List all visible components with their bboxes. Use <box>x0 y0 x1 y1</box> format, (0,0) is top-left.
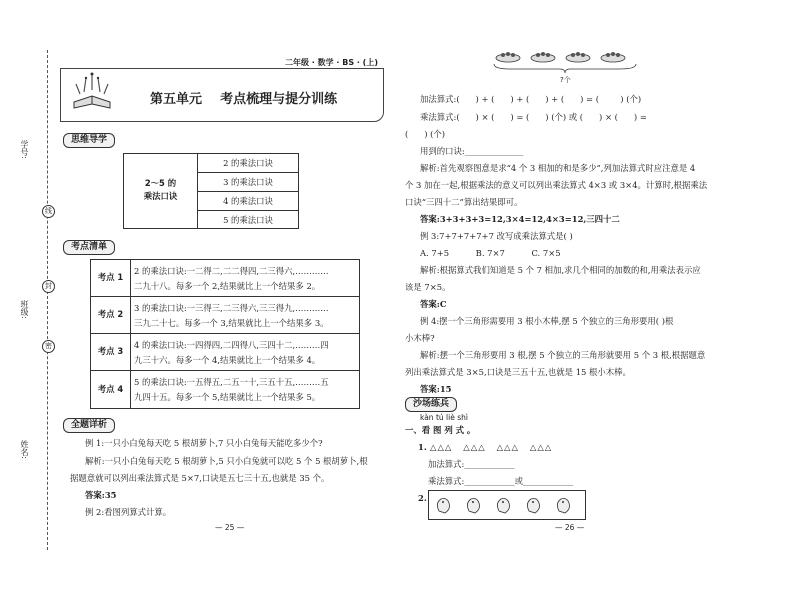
fill-line: 加法算式:( ) + ( ) + ( ) + ( ) = ( ) (个) <box>420 94 642 104</box>
mind-map-root: 2～5 的 乘法口诀 <box>143 178 178 201</box>
seal-mark-line: 线 <box>42 205 55 218</box>
brace-label: ?个 <box>560 76 571 84</box>
seal-mark-secret: 密 <box>42 340 55 353</box>
student-number-label: 学号: <box>20 140 29 159</box>
mind-map-branch: 4 的乘法口诀 <box>223 196 273 206</box>
checklist-line: 九四十五。每多一个 5,结果就比上一个结果多 5。 <box>134 392 321 402</box>
analysis-line: 该是 7×5。 <box>405 282 451 292</box>
examples-heading: 全题详析 <box>63 418 115 433</box>
example-line: 例 2:看图列算式计算。 <box>85 507 172 517</box>
analysis-line: 解析:摆一个三角形要用 3 根,摆 5 个独立的三角形就要用 5 个 3 根,根据题意 <box>420 350 706 360</box>
page-number-left: — 25 — <box>215 523 245 532</box>
checklist-line: 5 的乘法口诀:一五得五,二五一十,三五十五,………五 <box>134 377 329 387</box>
checklist-heading: 考点清单 <box>63 240 115 255</box>
analysis-line: 列出乘法算式是 3×5,口诀是三五十五,也就是 15 根小木棒。 <box>405 367 631 377</box>
checklist-line: 二九十八。每多一个 2,结果就比上一个结果多 2。 <box>134 281 321 291</box>
binding-line <box>47 50 48 550</box>
multiplication-blank: 乘法算式:____________或____________ <box>428 476 574 486</box>
addition-blank: 加法算式:____________ <box>428 459 515 469</box>
example-line: 解析:一只小白兔每天吃 5 根胡萝卜,5 只小白兔就可以吃 5 个 5 根胡萝卜,根 <box>85 456 368 466</box>
section-title: 一、看 图 列 式 。 <box>405 425 476 435</box>
analysis-line: 口诀“三四十二”算出结果即可。 <box>405 197 523 207</box>
chickens-illustration <box>428 490 586 520</box>
analysis-line: 个 3 加在一起,根据乘法的意义可以列出乘法算式 4×3 或 3×4。计算时,根据乘法 <box>405 180 708 190</box>
answer-line: 答案:C <box>420 299 447 309</box>
example-line: 例 4:摆一个三角形需要用 3 根小木棒,摆 5 个独立的三角形要用( )根 <box>420 316 674 326</box>
example-line: 例 1:一只小白兔每天吃 5 根胡萝卜,7 只小白兔每天能吃多少个? <box>85 438 323 448</box>
grade-info: 二年级 · 数学 · BS · (上) <box>285 58 378 67</box>
analysis-line: 解析:根据算式我们知道是 5 个 7 相加,求几个相同的加数的和,用乘法表示应 <box>420 265 701 275</box>
fill-line: 用到的口诀:______________ <box>420 146 524 156</box>
example-answer: 答案:35 <box>85 490 117 500</box>
fill-line: 乘法算式:( ) × ( ) = ( ) (个) 或 ( ) × ( ) = <box>420 112 647 122</box>
mind-map-heading: 思维导学 <box>63 133 115 148</box>
mind-map-branch: 5 的乘法口诀 <box>223 215 273 225</box>
pinyin-line: kàn tú liè shì <box>420 413 468 422</box>
analysis-line: 解析:首先观察图意是求“4 个 3 相加的和是多少”,列加法算式时应注意是 4 <box>420 163 696 173</box>
question-number: 1. <box>418 442 427 452</box>
mind-map-branch: 3 的乘法口诀 <box>223 177 273 187</box>
checklist-line: 4 的乘法口诀:一四得四,二四得八,三四十二,………四 <box>134 340 329 350</box>
checklist-line: 3 的乘法口诀:一三得三,二三得六,三三得九,………… <box>134 303 329 313</box>
fill-line: ( ) (个) <box>405 129 446 139</box>
checklist-label: 考点 3 <box>97 346 124 356</box>
name-label: 姓名: <box>20 440 29 459</box>
triangles-figure: △△△ △△△ △△△ △△△ <box>430 442 553 452</box>
options-line: A. 7+5 B. 7×7 C. 7×5 <box>420 248 561 258</box>
seal-mark-seal: 封 <box>42 280 55 293</box>
class-label: 班级: <box>20 300 29 319</box>
checklist-line: 九三十六。每多一个 4,结果就比上一个结果多 4。 <box>134 355 321 365</box>
answer-line: 答案:15 <box>420 384 452 394</box>
example-line: 据题意就可以列出乘法算式是 5×7,口诀是五七三十五,也就是 35 个。 <box>70 473 330 483</box>
answer-line: 答案:3+3+3+3=12,3×4=12,4×3=12,三四十二 <box>420 214 620 224</box>
checklist-line: 2 的乘法口诀:一二得二,二二得四,二三得六,………… <box>134 266 329 276</box>
checklist-label: 考点 4 <box>97 384 124 394</box>
question-number: 2. <box>418 493 427 503</box>
checklist-line: 三九二十七。每多一个 3,结果就比上一个结果多 3。 <box>134 318 329 328</box>
checklist-label: 考点 1 <box>97 272 124 282</box>
page-number-right: — 26 — <box>555 523 585 532</box>
example-line: 例 3:7+7+7+7+7 改写成乘法算式是( ) <box>420 231 573 241</box>
practice-heading: 沙场练兵 <box>405 397 457 412</box>
book-illustration-icon <box>70 72 114 112</box>
example-line: 小木棒? <box>405 333 435 343</box>
unit-title: 第五单元 考点梳理与提分训练 <box>150 92 338 107</box>
mind-map-branch: 2 的乘法口诀 <box>223 158 273 168</box>
checklist-label: 考点 2 <box>97 309 124 319</box>
